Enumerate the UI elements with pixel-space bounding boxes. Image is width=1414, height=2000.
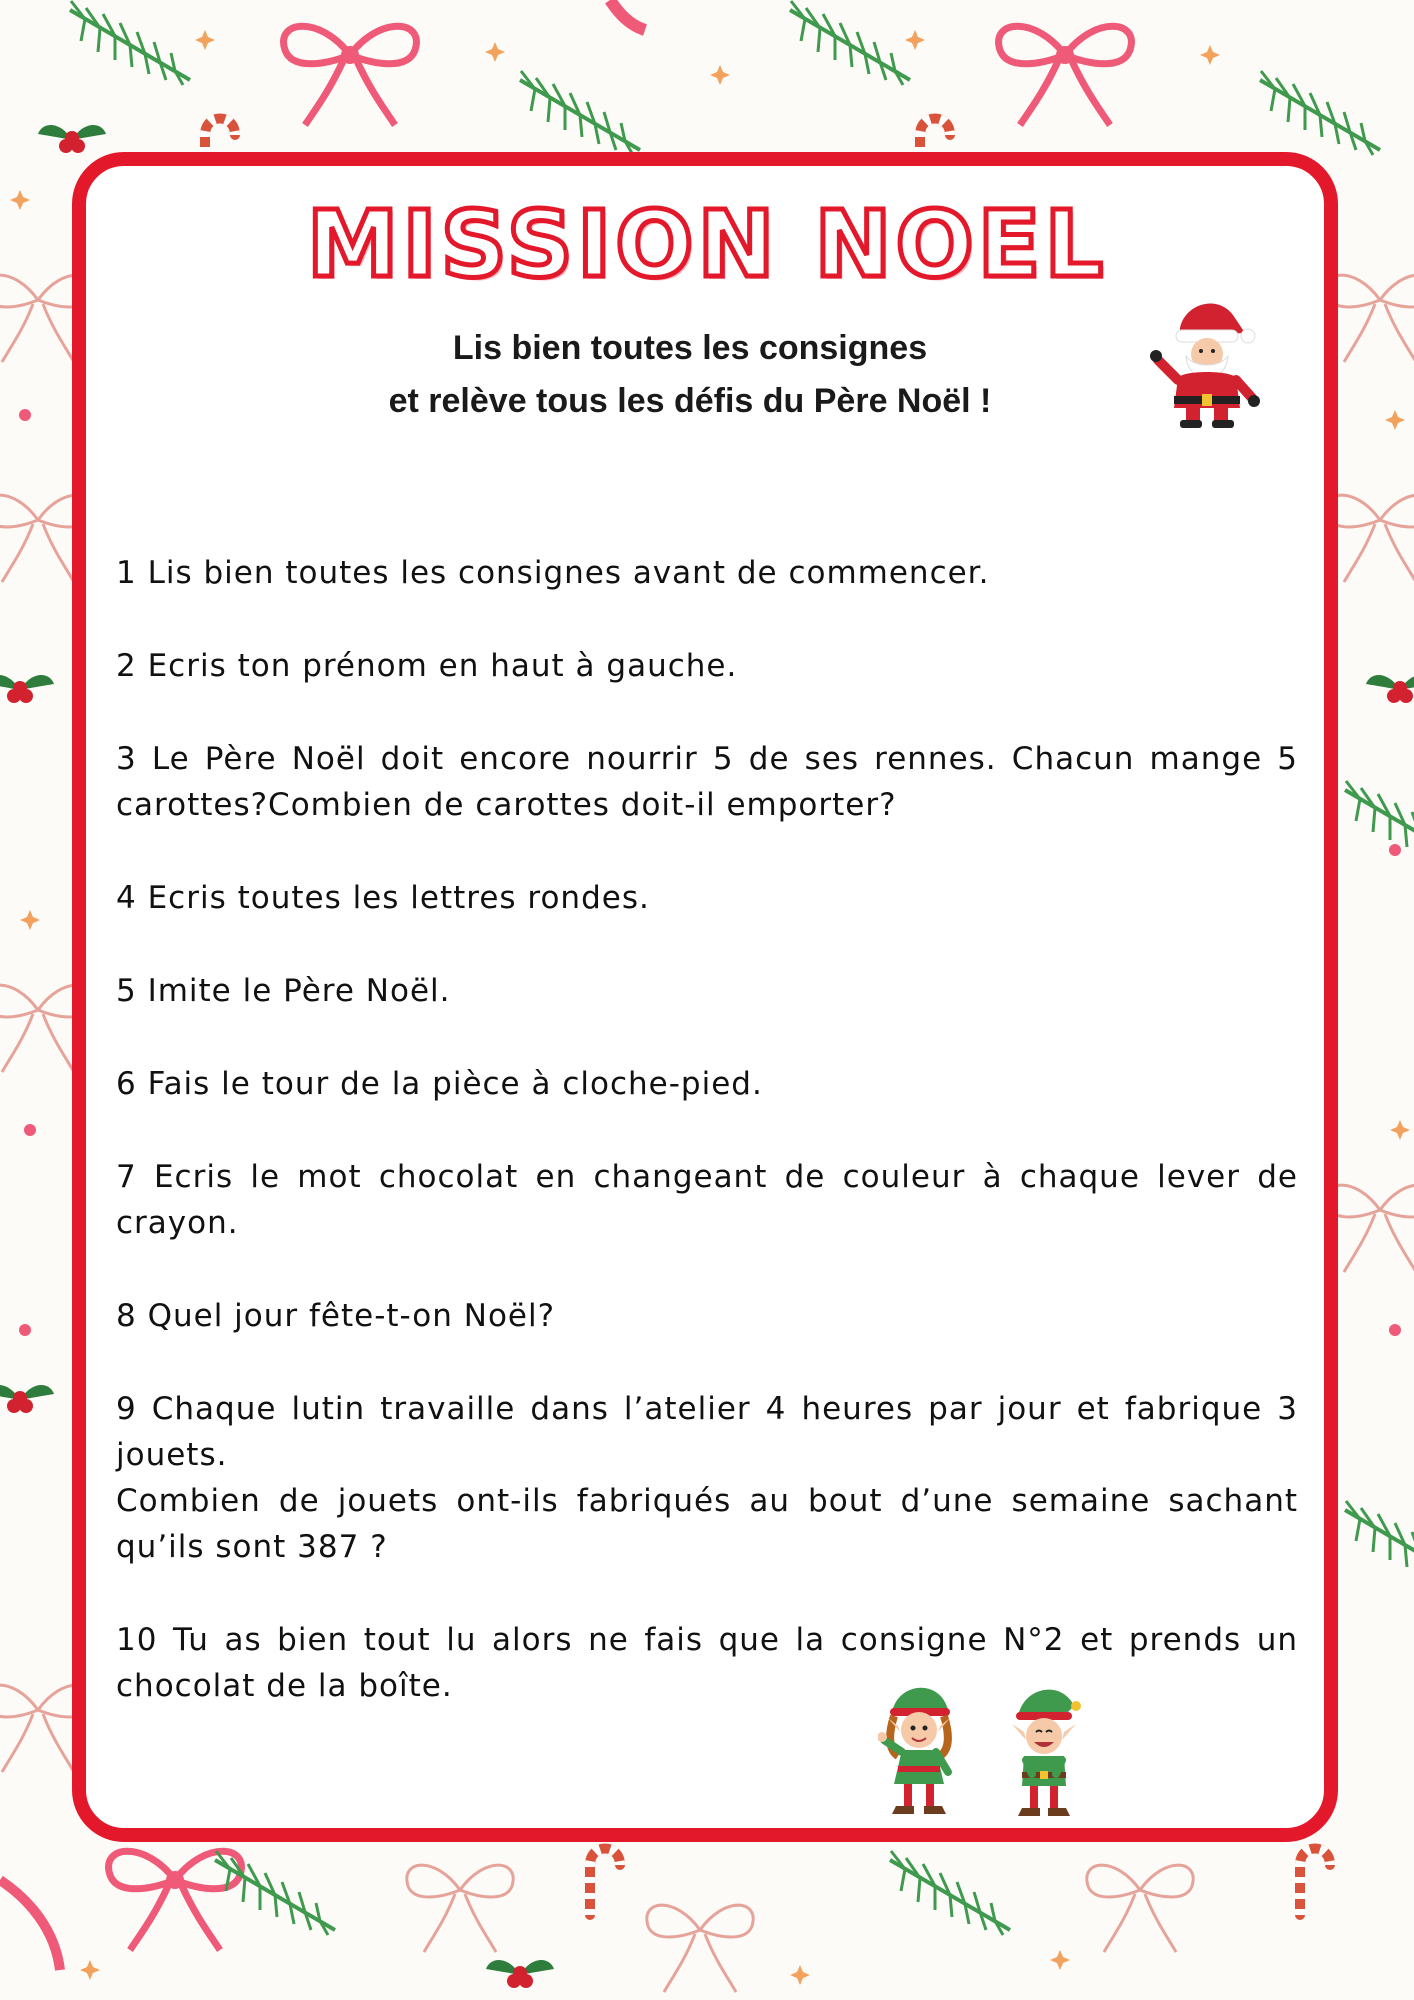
instruction-list xyxy=(116,550,1298,1756)
elf-boy-icon xyxy=(1002,1686,1084,1822)
instruction-item xyxy=(116,1061,1298,1107)
instruction-item xyxy=(116,1293,1298,1339)
elf-girl-icon xyxy=(878,1682,960,1822)
instruction-item xyxy=(116,1154,1298,1246)
instruction-text: 4 Ecris toutes les lettres rondes. xyxy=(116,880,650,916)
santa-claus-icon xyxy=(1150,298,1260,430)
instruction-item xyxy=(116,736,1298,828)
instruction-item xyxy=(116,1386,1298,1570)
instruction-text: Combien de jouets ont-ils fabriqués au bout d’une semaine sachant qu’ils sont 387 ? xyxy=(116,1483,1298,1565)
page-title: MISSION NOEL xyxy=(306,191,1108,298)
instruction-item xyxy=(116,643,1298,689)
instruction-text: 9 Chaque lutin travaille dans l’atelier 4 heures par jour et fabrique 3 jouets. xyxy=(116,1391,1298,1473)
subtitle xyxy=(260,322,1120,428)
instruction-text: 3 Le Père Noël doit encore nourrir 5 de ses rennes. Chacun mange 5 carottes?Combien de carottes doit-il emporter? xyxy=(116,741,1298,823)
instruction-item xyxy=(116,550,1298,596)
instruction-text: 5 Imite le Père Noël. xyxy=(116,973,451,1009)
instruction-item xyxy=(116,968,1298,1014)
instruction-text: 10 Tu as bien tout lu alors ne fais que la consigne N°2 et prends un chocolat de la boîte. xyxy=(116,1622,1298,1704)
instruction-item xyxy=(116,1617,1298,1709)
instruction-text: 6 Fais le tour de la pièce à cloche-pied. xyxy=(116,1066,763,1102)
subtitle-line: et relève tous les défis du Père Noël ! xyxy=(388,382,992,420)
instruction-text: 8 Quel jour fête-t-on Noël? xyxy=(116,1298,556,1334)
instruction-text: 1 Lis bien toutes les consignes avant de commencer. xyxy=(116,555,990,591)
instruction-item xyxy=(116,875,1298,921)
instruction-text: 7 Ecris le mot chocolat en changeant de couleur à chaque lever de crayon. xyxy=(116,1159,1298,1241)
instruction-text: 2 Ecris ton prénom en haut à gauche. xyxy=(116,648,738,684)
subtitle-line: Lis bien toutes les consignes xyxy=(452,329,928,367)
